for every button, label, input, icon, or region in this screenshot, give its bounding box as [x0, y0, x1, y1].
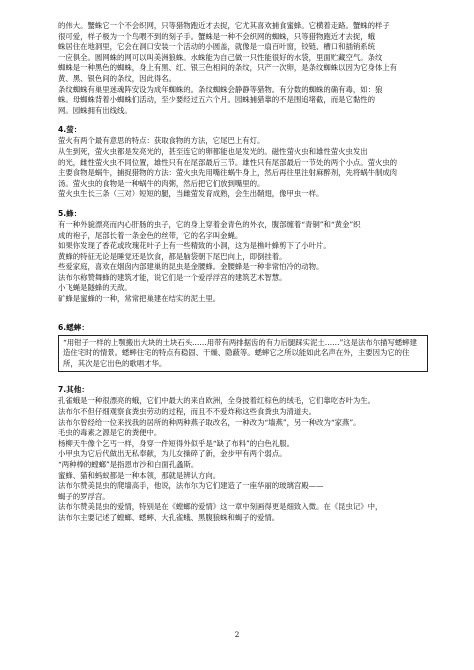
text-line: 蛛居住在地洞里，它会在洞口安装一个活动的小圆盖，就像是一扇百叶窗，铰链、槽口和插销系统: [58, 42, 375, 52]
page-number: 2: [234, 630, 240, 639]
text-line: 法布尔赞美昆虫的爱情，特别是在《螳螂的爱情》这一章中刻画得更是细致入微。在《昆虫记》中，: [58, 502, 383, 512]
text-line: 杨柳天牛像个乞丐一样，身穿一件短得外似乎是“缺了布料”的白色礼服。: [58, 438, 295, 448]
quote-text: “用钳子一样的上颚搬出大块的土块石头……用带有两排据齿的有力后腿踩实泥土……”这是法布尔描写蟋蟀建造住宅时的情景。蟋蟀住宅的特点有稳固、干燥、隐蔽等。蟋蟀它之所以能如此名声在外，主要因为它的住所，其次是它出色的歌唱才华。: [63, 337, 417, 368]
text-line: 主要食物是蜗牛，捕捉猎物的方法：萤火虫先用嘴往蜗牛身上，然后再往里注射麻醉剂，先将蜗牛制成肉: [58, 168, 398, 178]
text-line: 法布尔赞美昆虫的爬墙高手，他说，法布尔为它们建造了一座华丽的玻璃宫殿——: [58, 481, 324, 491]
text-line: 矿蜂是蜜蜂的一种，常常把巢建在结实的泥土里。: [58, 294, 221, 304]
text-line: 成的袍子，尾部长着一条金色的丝带，它的名字叫金蝇。: [58, 230, 243, 240]
text-line: 些爱家庭，喜欢在烟囱内部建巢的昆虫是金腰蜂。金腰蜂是一种非常怕冷的动物。: [58, 262, 324, 272]
text-line: 黄、黑、银色间的条纹，因此得名。: [58, 73, 176, 83]
section-4-body: [58, 136, 428, 200]
page-content: [58, 21, 428, 524]
text-line: 法布尔不但仔细观察食粪虫劳动的过程，而且不不爱炸称这些食粪虫为清道夫。: [58, 407, 316, 417]
text-line: 蛛。母蜘蛛背着小蜘蛛们活动，至少要经过五六个月。园蛛捕猎靠的不是围追堵截，而是它黏性的: [58, 95, 375, 105]
section-heading: 7.其他：: [58, 385, 89, 395]
text-line: 的光，雌性萤火虫不同位置，雄性只有在尾部最后三节。雄性只有尾部最后一节处的两个小点。萤火虫的: [58, 157, 398, 167]
section-heading: 4.萤：: [58, 125, 82, 135]
section-heading: 6.蟋蟀：: [58, 322, 89, 332]
text-line: 法布尔称赞舞蜂的建筑才能，说它们是一个爱浮浮宫的建筑艺术智慧。: [58, 272, 287, 282]
text-line: 蜜蜂、猫和蚂蚁都是一种本领，那就是辨认方向。: [58, 470, 221, 480]
text-line: “两种棒的螳螂”是指恩市沙和白面孔螽斯。: [58, 460, 199, 469]
text-line: 蝎子的罗浮宫。: [58, 491, 110, 501]
section-5-body: [58, 220, 428, 305]
text-line: 蜘蛛是一种黑色的蜘蛛，身上有黑、红、银三色相间的条纹，只产一次卵，是条纹蜘蛛以因为它身体上有: [58, 63, 398, 73]
text-line: 汤。萤火虫的食物是一种蜗牛的肉粥，然后把它们放到嘴里的。: [58, 178, 265, 188]
text-line: 萤火虫生长三条（三对）短短的腿，当雌萤发育成熟，会生出鞘翅，像甲虫一样。: [58, 189, 324, 199]
text-line: 萤火有两个最有意思的特点：获取食物的方法，它尾巴上有灯。: [58, 136, 265, 146]
quote-box: [58, 335, 428, 373]
text-line: 小甲虫为它后代做出无私奉献，为儿女操碎了新，金步甲有两个弱点。: [58, 449, 287, 459]
text-line: 条纹蜘蛛有巢里迷魂阵安设为成年蜘蛛的。条纹蜘蛛会静静等猎物。有分数的蜘蛛的确有毒，如：狼: [58, 84, 383, 94]
text-line: 黄蜂的特征无论是睡觉还是饮食，都是脑袋朝下尾巴向上，即倒挂着。: [58, 251, 287, 261]
text-line: 孔雀蛾是一种很漂亮的蛾，它们中最大的来自欧洲，全身披着红棕色的绒毛，它们靠吃杏叶为生。: [58, 396, 375, 406]
top-paragraphs: [58, 21, 428, 116]
text-line: 网。园蛛拥有出线线。: [58, 105, 132, 115]
section-7-body: [58, 396, 428, 523]
text-line: 毛虫的毒素之源是它的粪便中。: [58, 428, 162, 438]
text-line: 的伟大。蟹蛛它一个不会织网，只等猎物跑近才去捉，它尤其喜欢捕食蜜蜂。它横着走路。蟹蛛的样子: [58, 21, 390, 30]
text-line: 从生到死，萤火虫都是发亮光的，甚至连它的卵都能也是发光的。磁性萤火虫和雄性萤火虫发出: [58, 146, 368, 156]
text-line: 一应俱全。圆网蛛的网可以叫美洲狼蛛。水蛛能为自己做一只性能很好的水袋，里面贮藏空气。条纹: [58, 52, 383, 62]
text-line: 法布尔曾经给一位来找我的居所的种两种燕子取改名，一种改为“墙燕”，另一种改为“家燕”。: [58, 417, 361, 427]
section-heading: 5.蜂：: [58, 208, 82, 218]
text-line: 很可爱，样子极为一个鸟喂不到的刻子手。蟹蛛是一种不会织网的蜘蛛，只等猎物跑近才去捉，蛾: [58, 31, 375, 41]
text-line: 如果你发现了香花或玫瑰花叶子上有一些精致的小洞，这为是樵叶蜂剪下了小叶片。: [58, 241, 331, 251]
text-line: 有一种外貌漂亮而内心肝肠的虫子，它的身上穿着金青色的外衣，腹部缠着“青铜”和“黄金”织: [58, 219, 361, 229]
text-line: 小飞蝇是隧蜂的天敌。: [58, 283, 132, 293]
text-line: 法布尔主要记述了螳螂、蟋蟀、大孔雀蛾、黑腹狼蛛和蝎子的爱情。: [58, 512, 280, 522]
